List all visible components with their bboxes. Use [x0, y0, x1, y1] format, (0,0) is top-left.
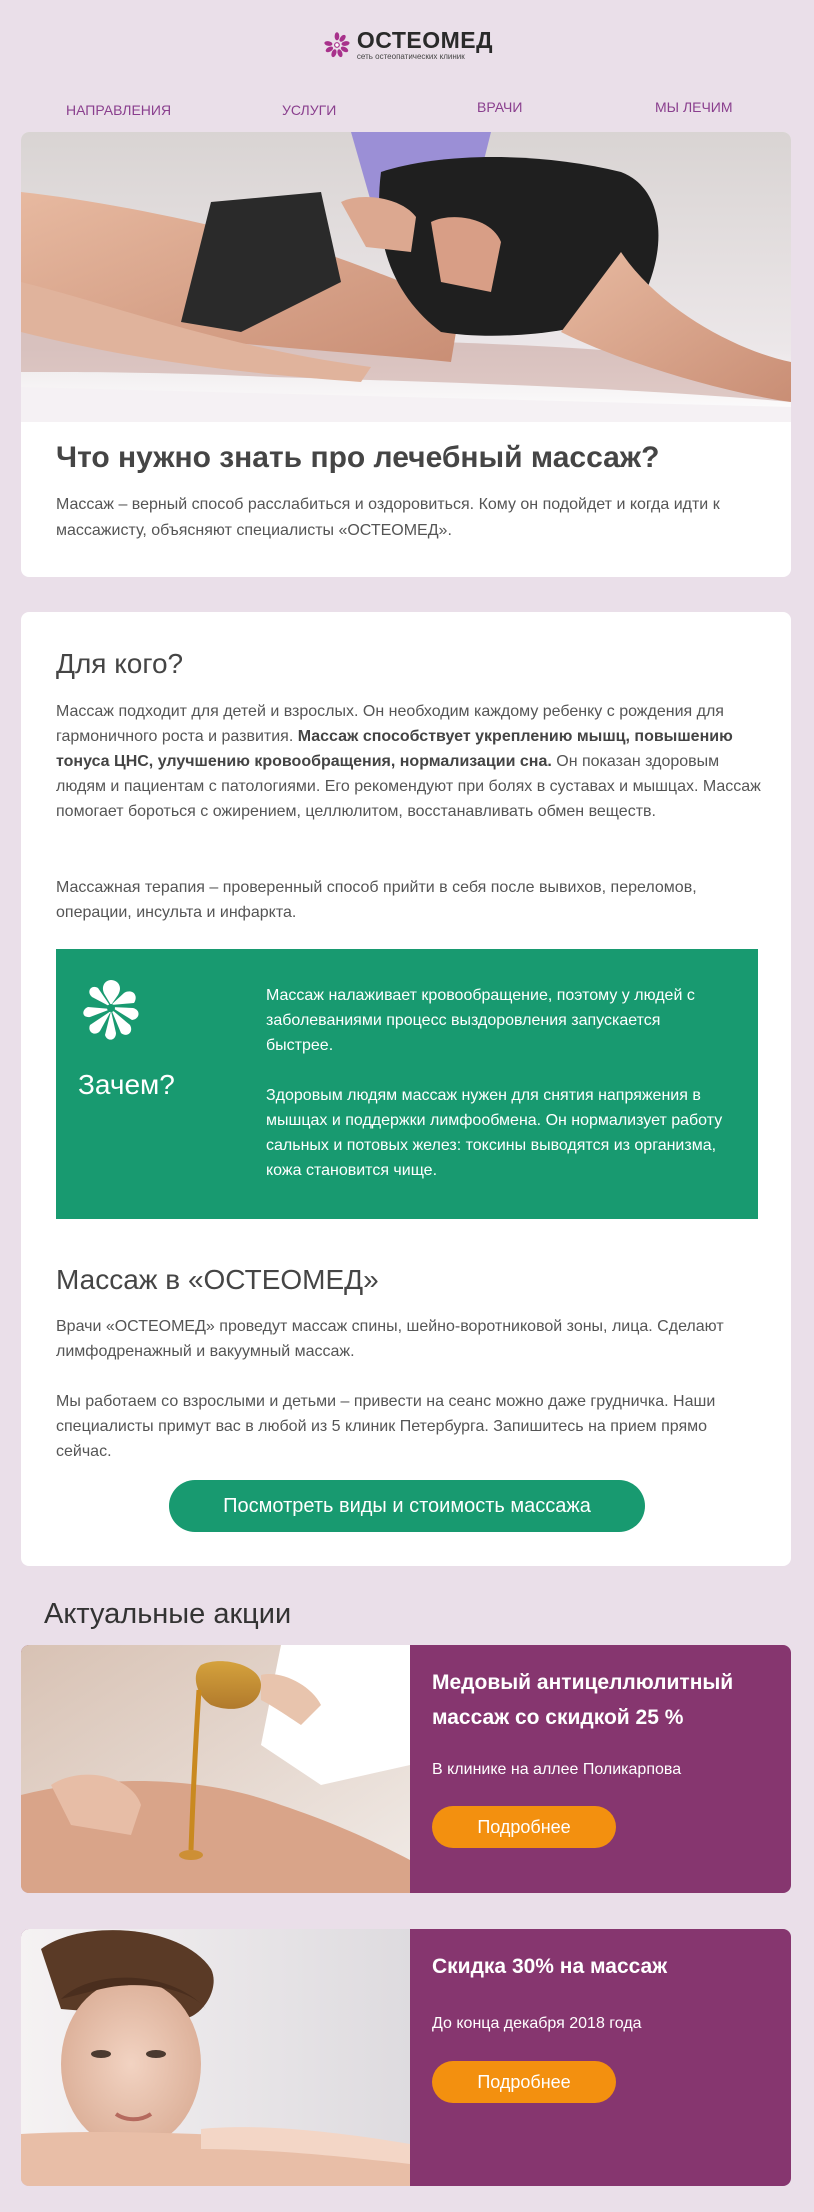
view-massage-prices-button[interactable]: Посмотреть виды и стоимость массажа: [169, 1480, 645, 1532]
who-paragraph-1: [56, 699, 761, 824]
spa-woman-image: [21, 1929, 410, 2186]
promo-card: [21, 1645, 791, 1893]
logo-shell-icon: [323, 21, 351, 69]
clinic-paragraph-1: Врачи «ОСТЕОМЕД» проведут массаж спины, шейно-воротниковой зоны, лица. Сделают лимфодренажный и вакуумный массаж.: [56, 1318, 724, 1360]
promo-text: До конца декабря 2018 года: [432, 2015, 642, 2032]
hero-massage-image: [21, 132, 791, 422]
hero-text: Массаж – верный способ расслабиться и оздоровиться. Кому он подойдет и когда идти к массажисту, объясняют специалисты «ОСТЕОМЕД».: [56, 496, 720, 539]
who-p1-end: Он показан здоровым людям и пациентам с патологиями. Его рекомендуют при болях в суставах и мышцах. Массаж помогает бороться с ожирением, целлюлитом, восстанавливать обмен веществ.: [56, 753, 761, 820]
why-paragraph-2: Здоровым людям массаж нужен для снятия напряжения в мышцах и поддержки лимфообмена. Он нормализует работу сальных и потовых желез: токсины выводятся из организма, кожа становится чище.: [266, 1087, 723, 1179]
hero-card: [21, 132, 791, 577]
why-title: Зачем?: [78, 1069, 175, 1100]
promo-title: Медовый антицеллюлитный массаж со скидкой 25 %: [432, 1671, 734, 1729]
promo-text: В клинике на аллее Поликарпова: [432, 1761, 682, 1778]
logo[interactable]: [323, 17, 493, 73]
header: [0, 0, 814, 132]
shell-icon: [78, 975, 144, 1045]
logo-tagline: сеть остеопатических клиник: [356, 52, 465, 61]
why-paragraph-1: Массаж налаживает кровообращение, поэтому у людей с заболеваниями процесс выздоровления запускается быстрее.: [266, 987, 695, 1054]
promo-details-button[interactable]: Подробнее: [432, 1806, 616, 1848]
hero-title: Что нужно знать про лечебный массаж?: [56, 441, 660, 474]
who-p1-bold: Массаж способствует укреплению мышц, повышению тонуса ЦНС, улучшению кровообращения, нормализации сна.: [56, 728, 733, 770]
who-title: Для кого?: [56, 648, 184, 679]
promo-card: [21, 1929, 791, 2186]
nav-item-we-treat[interactable]: МЫ ЛЕЧИМ: [655, 99, 733, 115]
clinic-title: Массаж в «ОСТЕОМЕД»: [56, 1264, 379, 1295]
clinic-paragraph-2: Мы работаем со взрослыми и детьми – привести на сеанс можно даже грудничка. Наши специалисты примут вас в любой из 5 клиник Петербурга. Запишитесь на прием прямо сейчас.: [56, 1393, 716, 1460]
nav-item-services[interactable]: УСЛУГИ: [282, 102, 337, 118]
why-box: [56, 949, 758, 1219]
who-p1-start: Массаж подходит для детей и взрослых. Он необходим каждому ребенку с рождения для гармоничного роста и развития.: [56, 703, 724, 745]
nav-item-doctors[interactable]: ВРАЧИ: [477, 99, 523, 115]
honey-massage-image: [21, 1645, 410, 1893]
who-paragraph-2: Массажная терапия – проверенный способ прийти в себя после вывихов, переломов, операции, инсульта и инфаркта.: [56, 879, 697, 921]
logo-name: ОСТЕОМЕД: [356, 27, 493, 53]
promo-details-button[interactable]: Подробнее: [432, 2061, 616, 2103]
content-card: [21, 612, 791, 1566]
promos-title: Актуальные акции: [44, 1598, 292, 1630]
promo-title: Скидка 30% на массаж: [432, 1955, 668, 1978]
nav-item-directions[interactable]: НАПРАВЛЕНИЯ: [66, 102, 172, 118]
